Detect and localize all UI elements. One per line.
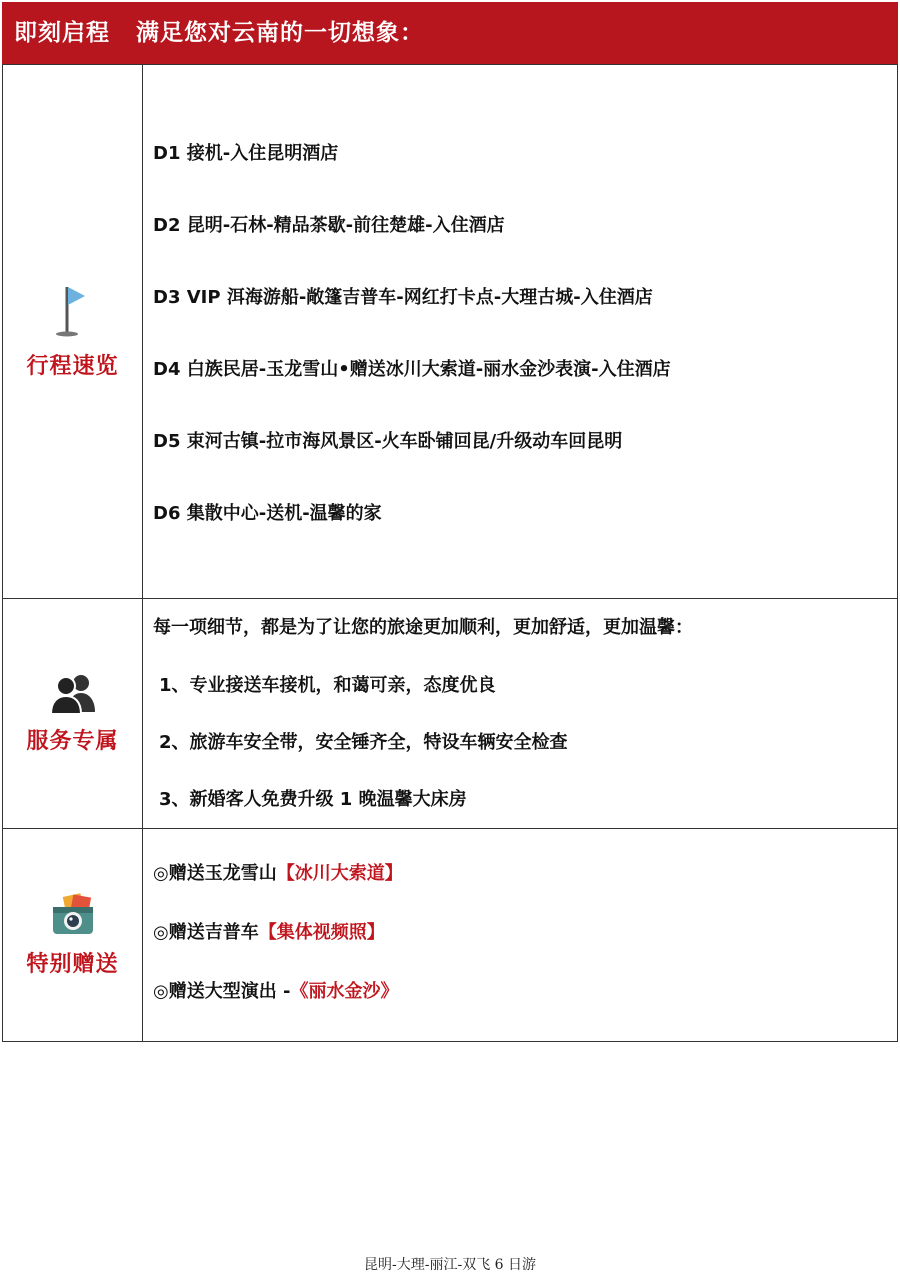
itinerary-day-1: D1 接机-入住昆明酒店 [153, 143, 339, 164]
service-row [3, 599, 898, 829]
itinerary-table [2, 64, 898, 1042]
gifts-section-title: 特别赠送 [26, 951, 119, 977]
itinerary-day-3: D3 VIP 洱海游船-敞篷吉普车-网红打卡点-大理古城-入住酒店 [153, 287, 653, 308]
gift-line-3 [153, 977, 897, 1036]
service-item-2: 2、旅游车安全带，安全锤齐全，特设车辆安全检查 [159, 732, 568, 753]
itinerary-day-2: D2 昆明-石林-精品茶歇-前往楚雄-入住酒店 [153, 215, 505, 236]
gift-line-1 [153, 859, 897, 918]
gift-3-text: ◎赠送大型演出 - [153, 981, 291, 1002]
gifts-label-cell [3, 829, 143, 1042]
service-item-1: 1、专业接送车接机，和蔼可亲，态度优良 [159, 675, 496, 696]
header-title-start: 即刻启程 [14, 20, 110, 46]
gifts-content-cell [143, 829, 898, 1042]
flag-icon [55, 283, 91, 343]
service-item-3: 3、新婚客人免费升级 1 晚温馨大床房 [159, 789, 467, 810]
itinerary-label-cell [3, 65, 143, 599]
service-content-cell [143, 599, 898, 829]
gift-1-text: ◎赠送玉龙雪山 [153, 863, 277, 884]
gift-3-highlight: 《丽水金沙》 [290, 981, 399, 1002]
page-footer: 昆明-大理-丽江-双飞 6 日游 [364, 1257, 536, 1273]
itinerary-day-4: D4 白族民居-玉龙雪山•赠送冰川大索道-丽水金沙表演-入住酒店 [153, 359, 671, 380]
itinerary-day-5: D5 束河古镇-拉市海风景区-火车卧铺回昆/升级动车回昆明 [153, 431, 623, 452]
gift-line-2 [153, 918, 897, 977]
users-icon [49, 672, 97, 718]
itinerary-section-title: 行程速览 [26, 354, 119, 379]
itinerary-content-cell [143, 65, 898, 599]
service-label-cell [3, 599, 143, 829]
gift-2-highlight: 【集体视频照】 [258, 922, 385, 943]
gift-1-highlight: 【冰川大索道】 [276, 863, 403, 884]
camera-icon [50, 893, 96, 941]
itinerary-day-6: D6 集散中心-送机-温馨的家 [153, 503, 382, 524]
service-section-title: 服务专属 [26, 729, 119, 754]
gifts-row [3, 829, 898, 1042]
page-header [2, 2, 898, 64]
header-title-tagline: 满足您对云南的一切想象： [136, 20, 424, 46]
itinerary-row [3, 65, 898, 599]
service-intro: 每一项细节，都是为了让您的旅途更加顺利，更加舒适，更加温馨： [153, 617, 693, 638]
gift-2-text: ◎赠送吉普车 [153, 922, 259, 943]
